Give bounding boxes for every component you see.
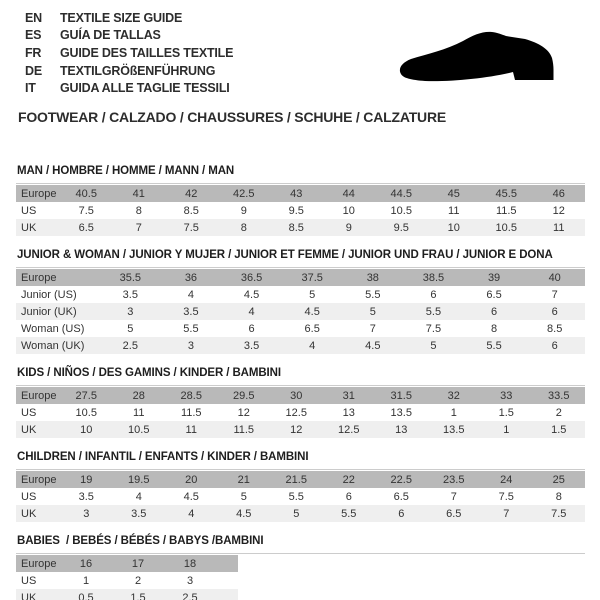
size-cell: 46 xyxy=(552,187,565,200)
size-cell: 12 xyxy=(237,406,250,419)
size-cell: 4.5 xyxy=(183,490,199,503)
row-label: US xyxy=(21,490,37,503)
size-cell: 7 xyxy=(551,288,558,301)
table-row xyxy=(16,286,585,303)
size-cell: 10.5 xyxy=(128,423,150,436)
size-table-section xyxy=(16,533,585,600)
table-row xyxy=(16,404,585,421)
size-cell: 11 xyxy=(553,221,565,234)
size-cell: 11.5 xyxy=(180,406,202,419)
size-cell: 7 xyxy=(450,490,457,503)
size-cell: 5.5 xyxy=(183,322,199,335)
filler-cell xyxy=(216,572,238,589)
size-cell: 1.5 xyxy=(551,423,567,436)
table-row xyxy=(16,185,585,202)
size-cell: 11 xyxy=(448,204,460,217)
size-cell: 23.5 xyxy=(443,473,465,486)
size-cell: 10.5 xyxy=(495,221,517,234)
size-tables xyxy=(16,163,585,600)
size-cell: 2 xyxy=(134,574,142,587)
size-cell: 29.5 xyxy=(233,389,255,402)
table-wrap xyxy=(16,553,585,600)
size-cell: 3.5 xyxy=(243,339,260,352)
table-row xyxy=(16,202,585,219)
size-cell: 6.5 xyxy=(486,288,502,301)
section-title: JUNIOR & WOMAN / JUNIOR Y MUJER / JUNIOR ET FEMME / JUNIOR UND FRAU / JUNIOR E DONA xyxy=(17,249,553,261)
section-title: MAN / HOMBRE / HOMME / MANN / MAN xyxy=(17,165,235,177)
size-cell: 41 xyxy=(132,187,145,200)
size-cell: 3.5 xyxy=(183,305,199,318)
table-wrap xyxy=(16,469,585,522)
size-cell: 3.5 xyxy=(131,507,147,520)
row-label: Junior (UK) xyxy=(21,305,77,318)
size-cell: 3.5 xyxy=(78,490,94,503)
size-cell: 12 xyxy=(552,204,565,217)
language-code: IT xyxy=(25,81,36,96)
table-row xyxy=(16,387,585,404)
size-cell: 5 xyxy=(309,288,316,301)
size-cell: 5 xyxy=(240,490,247,503)
row-label: US xyxy=(21,204,37,217)
table-row xyxy=(16,555,238,572)
size-cell: 18 xyxy=(183,557,197,570)
size-cell: 19.5 xyxy=(128,473,150,486)
size-table xyxy=(16,269,585,354)
size-cell: 11 xyxy=(185,423,197,436)
table-wrap xyxy=(16,183,585,236)
row-label: Woman (US) xyxy=(21,322,85,335)
language-code: FR xyxy=(25,45,42,60)
size-cell: 40 xyxy=(548,271,561,284)
size-table-section xyxy=(16,247,585,354)
size-cell: 9.5 xyxy=(393,221,409,234)
size-cell: 17 xyxy=(131,557,145,570)
size-cell: 22.5 xyxy=(390,473,412,486)
size-cell: 5 xyxy=(430,339,437,352)
size-cell: 44 xyxy=(342,187,355,200)
size-cell: 35.5 xyxy=(119,271,142,284)
size-cell: 4 xyxy=(248,305,255,318)
size-cell: 31 xyxy=(342,389,355,402)
size-cell: 5.5 xyxy=(365,288,381,301)
row-label: Europe xyxy=(21,557,57,570)
language-label: TEXTILGRÖßENFÜHRUNG xyxy=(60,63,216,78)
size-cell: 7.5 xyxy=(183,221,199,234)
size-table-section xyxy=(16,163,585,236)
size-cell: 8 xyxy=(491,322,498,335)
table-row xyxy=(16,421,585,438)
size-cell: 5.5 xyxy=(341,507,357,520)
size-cell: 1 xyxy=(450,406,457,419)
language-row-fr xyxy=(25,44,233,62)
size-table xyxy=(16,471,585,522)
size-cell: 10.5 xyxy=(390,204,412,217)
filler-cell xyxy=(216,555,238,572)
size-cell: 5.5 xyxy=(425,305,442,318)
size-cell: 7.5 xyxy=(551,507,567,520)
size-cell: 3 xyxy=(83,507,90,520)
language-label: TEXTILE SIZE GUIDE xyxy=(60,10,183,25)
size-cell: 3 xyxy=(127,305,134,318)
size-cell: 39 xyxy=(487,271,501,284)
size-cell: 5.5 xyxy=(288,490,304,503)
size-cell: 3 xyxy=(186,574,194,587)
size-cell: 11.5 xyxy=(233,423,255,436)
language-label: GUIDA ALLE TAGLIE TESSILI xyxy=(60,81,230,96)
size-cell: 36.5 xyxy=(240,271,263,284)
size-cell: 21.5 xyxy=(285,473,307,486)
category-line: FOOTWEAR / CALZADO / CHAUSSURES / SCHUHE / CALZATURE xyxy=(18,109,447,125)
size-cell: 6.5 xyxy=(393,490,409,503)
size-cell: 8 xyxy=(135,204,142,217)
size-cell: 20 xyxy=(185,473,198,486)
table-row xyxy=(16,505,585,522)
size-cell: 6 xyxy=(398,507,405,520)
size-cell: 10 xyxy=(80,423,93,436)
size-cell: 3.5 xyxy=(122,288,138,301)
size-cell: 37.5 xyxy=(301,271,323,284)
size-cell: 7 xyxy=(503,507,510,520)
size-cell: 6 xyxy=(551,339,558,352)
size-cell: 24 xyxy=(500,473,513,486)
table-row xyxy=(16,488,585,505)
size-cell: 8.5 xyxy=(183,204,199,217)
size-cell: 13.5 xyxy=(443,423,465,436)
size-cell: 5 xyxy=(369,305,376,318)
row-label: US xyxy=(21,406,37,419)
language-code: DE xyxy=(25,63,42,78)
table-row xyxy=(16,303,585,320)
size-table-section xyxy=(16,365,585,438)
table-row xyxy=(16,471,585,488)
language-label: GUIDE DES TAILLES TEXTILE xyxy=(60,45,234,60)
size-cell: 31.5 xyxy=(390,389,412,402)
size-cell: 11 xyxy=(133,406,145,419)
size-cell: 8.5 xyxy=(288,221,304,234)
size-cell: 21 xyxy=(237,473,250,486)
size-cell: 28.5 xyxy=(180,389,202,402)
size-cell: 12.5 xyxy=(285,406,307,419)
size-cell: 6.5 xyxy=(446,507,462,520)
size-cell: 10 xyxy=(342,204,355,217)
size-cell: 13.5 xyxy=(390,406,412,419)
size-cell: 2.5 xyxy=(182,591,198,600)
language-row-es xyxy=(25,27,233,45)
table-row xyxy=(16,219,585,236)
size-cell: 1.5 xyxy=(498,406,514,419)
size-cell: 4 xyxy=(309,339,316,352)
section-title: KIDS / NIÑOS / DES GAMINS / KINDER / BAMBINI xyxy=(17,367,281,379)
size-cell: 13 xyxy=(342,406,355,419)
size-cell: 5.5 xyxy=(486,339,502,352)
size-cell: 16 xyxy=(79,557,93,570)
size-cell: 40.5 xyxy=(75,187,97,200)
size-cell: 9 xyxy=(345,221,352,234)
table-row xyxy=(16,337,585,354)
size-cell: 10.5 xyxy=(75,406,97,419)
table-row xyxy=(16,572,238,589)
language-code: EN xyxy=(25,10,42,25)
size-cell: 25 xyxy=(552,473,565,486)
section-title: CHILDREN / INFANTIL / ENFANTS / KINDER / BAMBINI xyxy=(17,451,309,463)
size-cell: 4.5 xyxy=(236,507,252,520)
filler-cell xyxy=(216,589,238,600)
language-label: GUÍA DE TALLAS xyxy=(60,28,161,43)
size-cell: 2 xyxy=(555,406,562,419)
size-cell: 42.5 xyxy=(233,187,255,200)
size-table-section xyxy=(16,449,585,522)
table-row xyxy=(16,589,238,600)
size-cell: 7.5 xyxy=(498,490,514,503)
size-cell: 5 xyxy=(127,322,134,335)
size-cell: 9 xyxy=(240,204,247,217)
size-cell: 33 xyxy=(500,389,513,402)
size-cell: 22 xyxy=(342,473,355,486)
size-cell: 32 xyxy=(447,389,460,402)
row-label: Woman (UK) xyxy=(21,339,85,352)
size-cell: 8 xyxy=(240,221,247,234)
row-label: UK xyxy=(21,221,37,234)
size-cell: 30 xyxy=(290,389,303,402)
size-cell: 1 xyxy=(503,423,510,436)
size-cell: 38.5 xyxy=(422,271,445,284)
size-cell: 9.5 xyxy=(288,204,304,217)
size-cell: 6 xyxy=(248,322,255,335)
row-label: UK xyxy=(21,507,37,520)
size-cell: 3 xyxy=(187,339,194,352)
size-cell: 0.5 xyxy=(78,591,94,600)
size-cell: 45.5 xyxy=(495,187,517,200)
size-cell: 28 xyxy=(132,389,145,402)
size-cell: 7.5 xyxy=(78,204,94,217)
size-cell: 11.5 xyxy=(495,204,517,217)
section-title: BABIES / BEBÉS / BÉBÉS / BABYS /BAMBINI xyxy=(17,535,264,547)
dress-shoe-icon xyxy=(394,29,574,95)
size-cell: 6.5 xyxy=(78,221,94,234)
language-row-it xyxy=(25,79,233,97)
size-cell: 6 xyxy=(345,490,352,503)
size-cell: 4.5 xyxy=(243,288,260,301)
size-cell: 4 xyxy=(135,490,142,503)
size-cell: 4.5 xyxy=(365,339,381,352)
size-cell: 12 xyxy=(290,423,303,436)
size-cell: 19 xyxy=(80,473,93,486)
language-code: ES xyxy=(25,28,42,43)
size-cell: 4.5 xyxy=(304,305,320,318)
row-label: US xyxy=(21,574,37,587)
row-label: Europe xyxy=(21,187,57,200)
size-cell: 1.5 xyxy=(130,591,146,600)
row-label: UK xyxy=(21,591,37,600)
size-cell: 43 xyxy=(290,187,303,200)
size-cell: 6.5 xyxy=(304,322,320,335)
size-cell: 7.5 xyxy=(425,322,442,335)
language-row-en xyxy=(25,9,233,27)
size-cell: 6 xyxy=(551,305,558,318)
size-cell: 36 xyxy=(184,271,198,284)
table-wrap xyxy=(16,385,585,438)
size-cell: 8.5 xyxy=(547,322,563,335)
size-cell: 7 xyxy=(369,322,376,335)
size-cell: 4 xyxy=(188,507,195,520)
size-cell: 2.5 xyxy=(122,339,138,352)
size-table xyxy=(16,387,585,438)
size-cell: 44.5 xyxy=(390,187,412,200)
row-label: UK xyxy=(21,423,37,436)
size-cell: 7 xyxy=(135,221,142,234)
size-cell: 42 xyxy=(185,187,198,200)
language-list xyxy=(25,9,233,97)
size-cell: 33.5 xyxy=(548,389,570,402)
row-label: Junior (US) xyxy=(21,288,77,301)
size-cell: 5 xyxy=(293,507,300,520)
size-cell: 6 xyxy=(491,305,498,318)
table-row xyxy=(16,269,585,286)
size-table xyxy=(16,185,585,236)
size-cell: 38 xyxy=(366,271,379,284)
size-cell: 45 xyxy=(447,187,460,200)
row-label: Europe xyxy=(21,271,57,284)
size-cell: 6 xyxy=(430,288,437,301)
size-cell: 12.5 xyxy=(338,423,360,436)
row-label: Europe xyxy=(21,473,57,486)
size-cell: 10 xyxy=(447,221,460,234)
table-wrap xyxy=(16,267,585,354)
size-cell: 8 xyxy=(555,490,562,503)
size-cell: 4 xyxy=(187,288,194,301)
table-row xyxy=(16,320,585,337)
size-cell: 1 xyxy=(82,574,90,587)
size-cell: 13 xyxy=(395,423,408,436)
language-row-de xyxy=(25,62,233,80)
row-label: Europe xyxy=(21,389,57,402)
size-table xyxy=(16,555,238,600)
size-cell: 27.5 xyxy=(75,389,97,402)
